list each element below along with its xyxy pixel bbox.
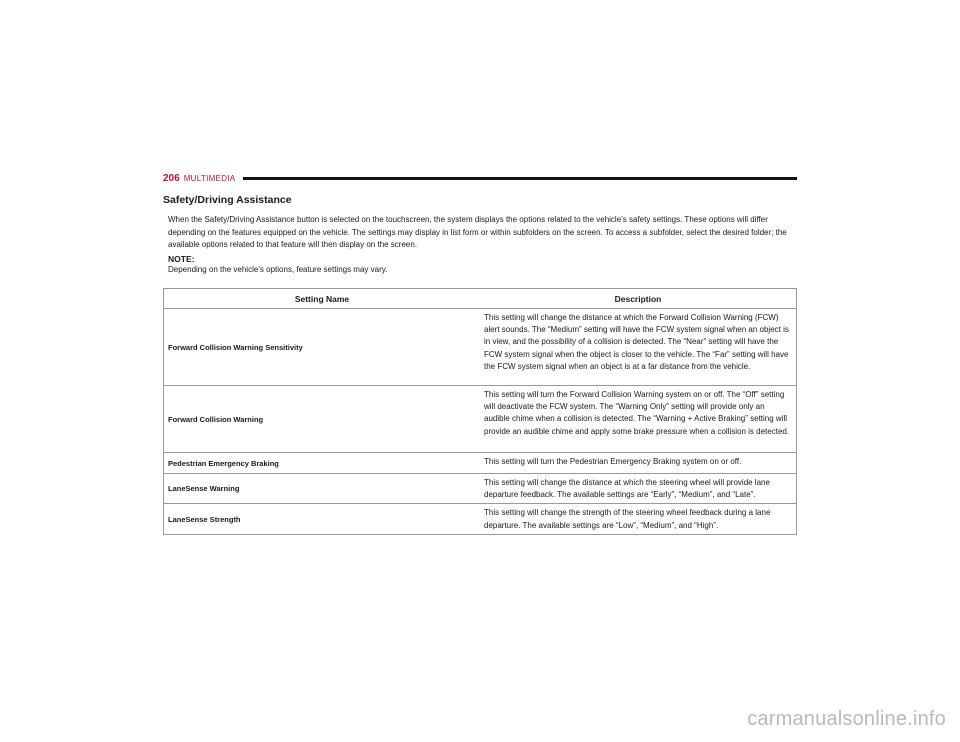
setting-description-cell: This setting will turn the Forward Collision Warning system on or off. The “Off” setting will deactivate the FCW system. The “Warning Only” setting will provide only an audible chime when a collision is detected. The “Warning + Active Braking” setting will provide an audible chime and apply some brake pressure when a collision is detected. xyxy=(480,386,797,453)
table-header-row xyxy=(164,289,797,309)
setting-description-cell: This setting will turn the Pedestrian Emergency Braking system on or off. xyxy=(480,453,797,474)
setting-name-cell: Pedestrian Emergency Braking xyxy=(164,453,481,474)
page-header xyxy=(163,172,797,184)
setting-name-cell: LaneSense Strength xyxy=(164,504,481,534)
header-rule xyxy=(243,177,797,180)
section-name: MULTIMEDIA xyxy=(183,173,236,183)
note-label: NOTE: xyxy=(168,254,195,264)
setting-name-cell: Forward Collision Warning Sensitivity xyxy=(164,309,481,386)
page-number: 206 xyxy=(163,172,180,184)
table-row xyxy=(164,504,797,534)
table-row xyxy=(164,453,797,474)
table-row xyxy=(164,474,797,504)
intro-paragraph: When the Safety/Driving Assistance button is selected on the touchscreen, the system displays the options related to the vehicle’s safety settings. These options will differ depending on the features equipped on the vehicle. The settings may display in list form or within subfolders on the screen. To access a subfolder, select the desired folder; the available options related to that feature will then display on the screen. xyxy=(168,215,787,249)
setting-name-cell: Forward Collision Warning xyxy=(164,386,481,453)
section-title: Safety/Driving Assistance xyxy=(163,194,292,206)
column-header-setting-name: Setting Name xyxy=(164,289,481,309)
table-row xyxy=(164,309,797,386)
settings-table xyxy=(163,288,797,535)
column-header-description: Description xyxy=(480,289,797,309)
table-row xyxy=(164,386,797,453)
watermark: carmanualsonline.info xyxy=(747,708,946,730)
setting-name-cell: LaneSense Warning xyxy=(164,474,481,504)
setting-description-cell: This setting will change the strength of the steering wheel feedback during a lane departure. The available settings are “Low”, “Medium”, and “High”. xyxy=(480,504,797,534)
note-text: Depending on the vehicle’s options, feature settings may vary. xyxy=(168,265,388,274)
setting-description-cell: This setting will change the distance at which the steering wheel will provide lane departure feedback. The available settings are “Early”, “Medium”, and “Late”. xyxy=(480,474,797,504)
setting-description-cell: This setting will change the distance at which the Forward Collision Warning (FCW) alert sounds. The “Medium” setting will have the FCW system signal when an object is in view, and the possibility of a collision is detected. The “Near” setting will have the FCW system signal when the object is closer to the vehicle. The “Far” setting will have the FCW system signal when an object is at a far distance from the vehicle. xyxy=(480,309,797,386)
